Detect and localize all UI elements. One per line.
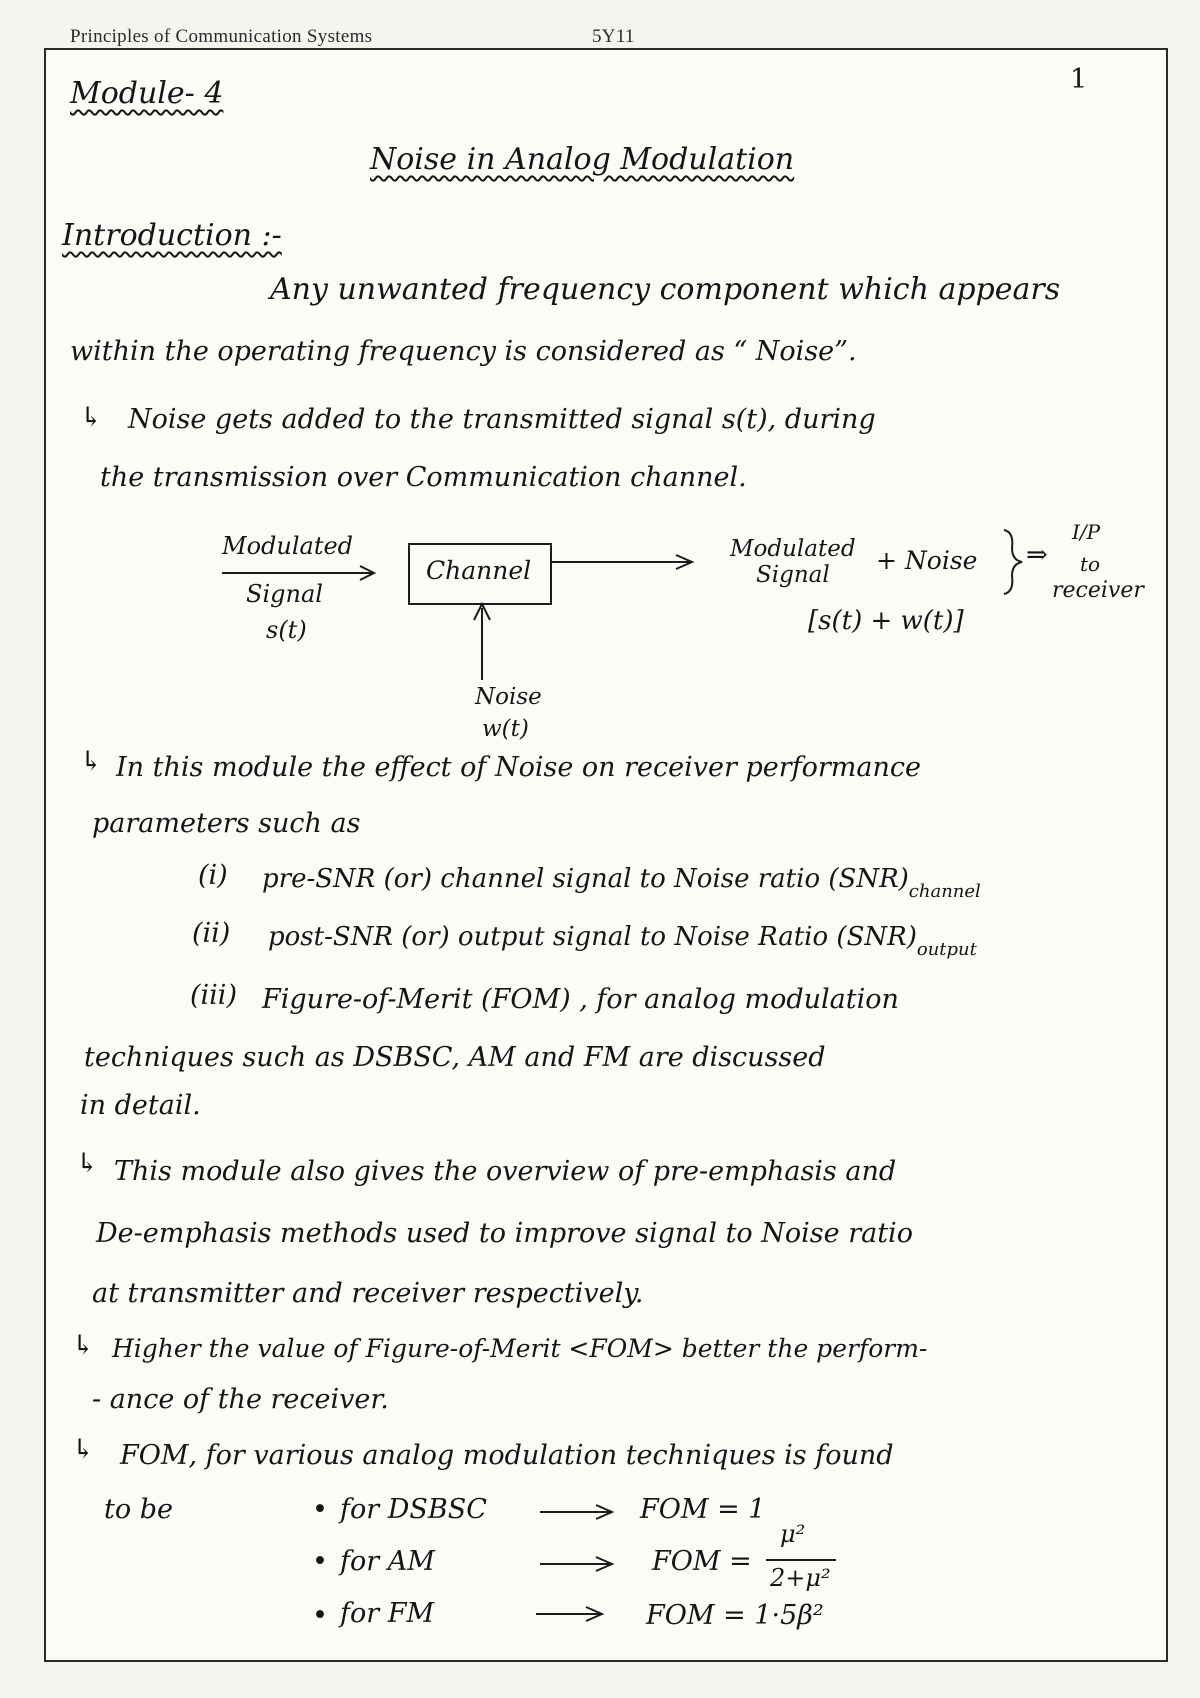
page-number: 1 [1070,64,1088,95]
intro-line-1: Any unwanted frequency component which appears [270,272,1061,307]
arrow-bullet-icon: ↳ [72,1434,95,1465]
receiver-label: receiver [1052,578,1144,603]
implies-icon: ⇒ [1026,540,1048,570]
diagram-input-symbol: s(t) [266,616,307,644]
item2-subscript: output [916,939,977,960]
book-title: Principles of Communication Systems [70,26,373,47]
fom-dsbsc-value: FOM = 1 [640,1494,766,1525]
bullet1-line-2: the transmission over Communication channel. [100,462,747,493]
fom-am-numerator: μ² [780,1520,806,1548]
bullet1-line-1: Noise gets added to the transmitted signal s(t), during [128,404,876,435]
intro-line-2: within the operating frequency is considered as “ Noise”. [70,336,857,367]
item1-subscript: channel [908,881,981,902]
item3-text: Figure-of-Merit (FOM) , for analog modulation [262,984,899,1015]
item2-number: (ii) [192,918,231,949]
fom-am-label: for AM [340,1546,435,1577]
arrow-bullet-icon: ↳ [72,1330,95,1361]
bullet2-line-1: In this module the effect of Noise on receiver performance [116,752,921,783]
fom-fm-value: FOM = 1·5β² [646,1600,824,1631]
fom-dsbsc-label: for DSBSC [340,1494,487,1525]
bullet2-line-2: parameters such as [92,808,361,839]
arrow-bullet-icon: ↳ [76,1148,99,1179]
fom-bullet: • [312,1600,328,1631]
bullet2-line-3: techniques such as DSBSC, AM and FM are discussed [84,1042,826,1073]
to-label: to [1080,552,1101,576]
page-title: Noise in Analog Modulation [370,142,795,177]
arrow-bullet-icon: ↳ [80,402,103,433]
output-expression: [s(t) + w(t)] [808,606,964,636]
bullet3-line-3: at transmitter and receiver respectively. [92,1278,644,1309]
arrow-bullet-icon: ↳ [80,746,103,777]
bullet5-line-2: to be [104,1494,173,1525]
fom-fm-label: for FM [340,1598,435,1629]
fom-bullet: • [312,1546,328,1577]
fom-arrow-icon [0,0,2,2]
fom-am-denominator: 2+μ² [770,1564,831,1592]
item1-text: pre-SNR (or) channel signal to Noise ratio $(SNR)_{channel}$ [262,864,981,902]
noise-symbol: w(t) [482,716,529,742]
module-heading: Module- 4 [70,76,224,111]
output-plus-noise: + Noise [876,546,978,575]
channel-label: Channel [426,556,532,585]
noise-label: Noise [475,684,542,710]
bullet3-line-2: De-emphasis methods used to improve signal to Noise ratio [96,1218,913,1249]
bullet5-line-1: FOM, for various analog modulation techniques is found [120,1440,894,1471]
fom-bullet: • [312,1494,328,1525]
diagram-input-signal: Signal [246,580,323,608]
ip-label: I/P [1072,520,1101,544]
output-modulated-label: Modulated [730,536,856,562]
output-signal-label: Signal [756,562,830,588]
item1-number: (i) [198,860,228,891]
diagram-input-label: Modulated [222,532,354,560]
item2-text: post-SNR (or) output signal to Noise Ratio $(SNR)_{output}$ [268,922,977,960]
bullet2-line-4: in detail. [80,1090,201,1121]
page-code: 5Y11 [592,26,635,47]
bullet4-line-2: - ance of the receiver. [92,1384,389,1415]
item3-number: (iii) [190,980,237,1011]
fom-am-value: FOM = [652,1546,752,1577]
bullet3-line-1: This module also gives the overview of pre-emphasis and [114,1156,897,1187]
bullet4-line-1: Higher the value of Figure-of-Merit <FOM> better the perform- [112,1334,928,1363]
intro-heading: Introduction :- [62,218,282,253]
